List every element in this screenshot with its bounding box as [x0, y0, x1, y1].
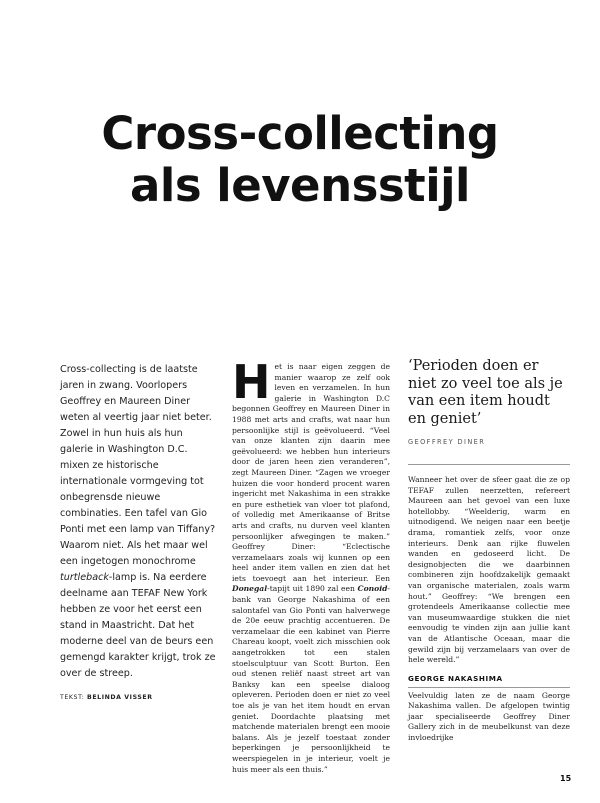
intro-emphasis: turtleback [60, 572, 109, 583]
right-column [408, 358, 570, 744]
title-line-1: Cross-collecting [101, 107, 499, 160]
divider [408, 464, 570, 465]
article-title [0, 108, 600, 212]
intro-paragraph [60, 362, 218, 682]
pull-quote: ‘Perioden doen er niet zo veel toe als je van een item houdt en geniet’ [408, 358, 563, 427]
dropcap: H [232, 355, 271, 409]
article-text-3: -bank van George Nakashima of een salontafel van Gio Ponti van halverwege de 20e eeuw prachtig accentueren. De verzamelaar die een kabinet van Pierre Chareau koopt, voelt zich misschien ook aangetrokken tot een stalen stoelsculptuur van Scott Burton. Een oud stenen reliëf naast street art van Banksy kan een speelse dialoog opleveren. Perioden doen er niet zo veel toe als je van het item houdt en ervan geniet. Doordachte plaatsing met matchende materialen brengt een mooie balans. Als je jezelf toestaat zonder beperkingen je persoonlijkheid te weerspiegelen in je interieur, voelt je huis meer als een thuis.” [232, 584, 390, 774]
credit-name: BELINDA VISSER [87, 694, 153, 701]
article-body-column [232, 355, 390, 775]
right-column-paragraph: Wanneer het over de sfeer gaat die ze op TEFAF zullen neerzetten, refereert Maureen aan het gevoel van een luxe hotellobby. “Weelderig, warm en uitnodigend. We neigen naar een beetje drama, romantiek zelfs, voor onze interieurs. Denk aan rijke fluwelen wanden en gedoseerd licht. De designobjecten die we daarbinnen combineren zijn hoofdzakelijk gemaakt van organische materialen, zoals warm hout.” Geoffrey: “We brengen een grotendeels Amerikaanse collectie mee van museumwaardige stukken die niet eenvoudig te vinden zijn aan jullie kant van de Atlantische Oceaan, maar die gewild zijn bij verzamelaars van over de hele wereld.” [408, 475, 570, 665]
intro-text-2: -lamp is. Na eerdere deelname aan TEFAF New York hebben ze voor het eerst een stand in Maastricht. Dat het moderne deel van de beurs een gemengd karakter krijgt, trok ze over de streep. [60, 572, 216, 679]
article-emphasis-2: Conoid [357, 584, 388, 594]
page-number: 15 [560, 774, 572, 783]
intro-column [60, 362, 218, 706]
pull-quote-author: GEOFFREY DINER [408, 438, 486, 446]
article-emphasis-1: Donegal [232, 584, 268, 594]
section-subheading: GEORGE NAKASHIMA [408, 673, 503, 683]
credit-label: TEKST: [60, 694, 88, 701]
author-credit [60, 690, 218, 706]
intro-text-1: Cross-collecting is de laatste jaren in zwang. Voorlopers Geoffrey en Maureen Diner weten al veertig jaar niet beter. Zowel in hun huis als hun galerie in Washington D.C. mixen ze historische internationale vormgeving tot onbegrensde nieuwe combinaties. Een tafel van Gio Ponti met een lamp van Tiffany? Waarom niet. Als het maar wel een ingetogen monochrome [60, 364, 216, 567]
title-line-2: als levensstijl [130, 159, 470, 212]
article-text-2: -tapijt uit 1890 zal een [267, 584, 358, 594]
right-column-paragraph-2: Veelvuldig laten ze de naam George Nakashima vallen. De afgelopen twintig jaar specialiseerde Geoffrey Diner Gallery zich in de meubelkunst van deze invloedrijke [408, 690, 570, 743]
article-text-1: et is naar eigen zeggen de manier waarop ze zelf ook leven en verzamelen. In hun galerie in Washington D.C begonnen Geoffrey en Maureen Diner in 1988 met arts and crafts, wat naar hun persoonlijke stijl is geëvolueerd. “Veel van onze klanten zijn daarin mee geëvolueerd: we hebben hun interieurs door de jaren heen zien veranderen”, zegt Maureen Diner. “Zagen we vroeger huizen die voor honderd procent waren ingericht met Nakashima in een strakke en pure esthetiek van vloer tot plafond, of volledig met Amerikaanse of Britse arts and crafts, nu durven veel klanten persoonlijker afwegingen te maken.” Geoffrey Diner: “Eclectische verzamelaars zoals wij kunnen op een heel ander item vallen en zien dat het iets toevoegt aan het interieur. Een [232, 362, 390, 583]
article-paragraph [232, 355, 390, 775]
subheading-divider [408, 687, 570, 688]
